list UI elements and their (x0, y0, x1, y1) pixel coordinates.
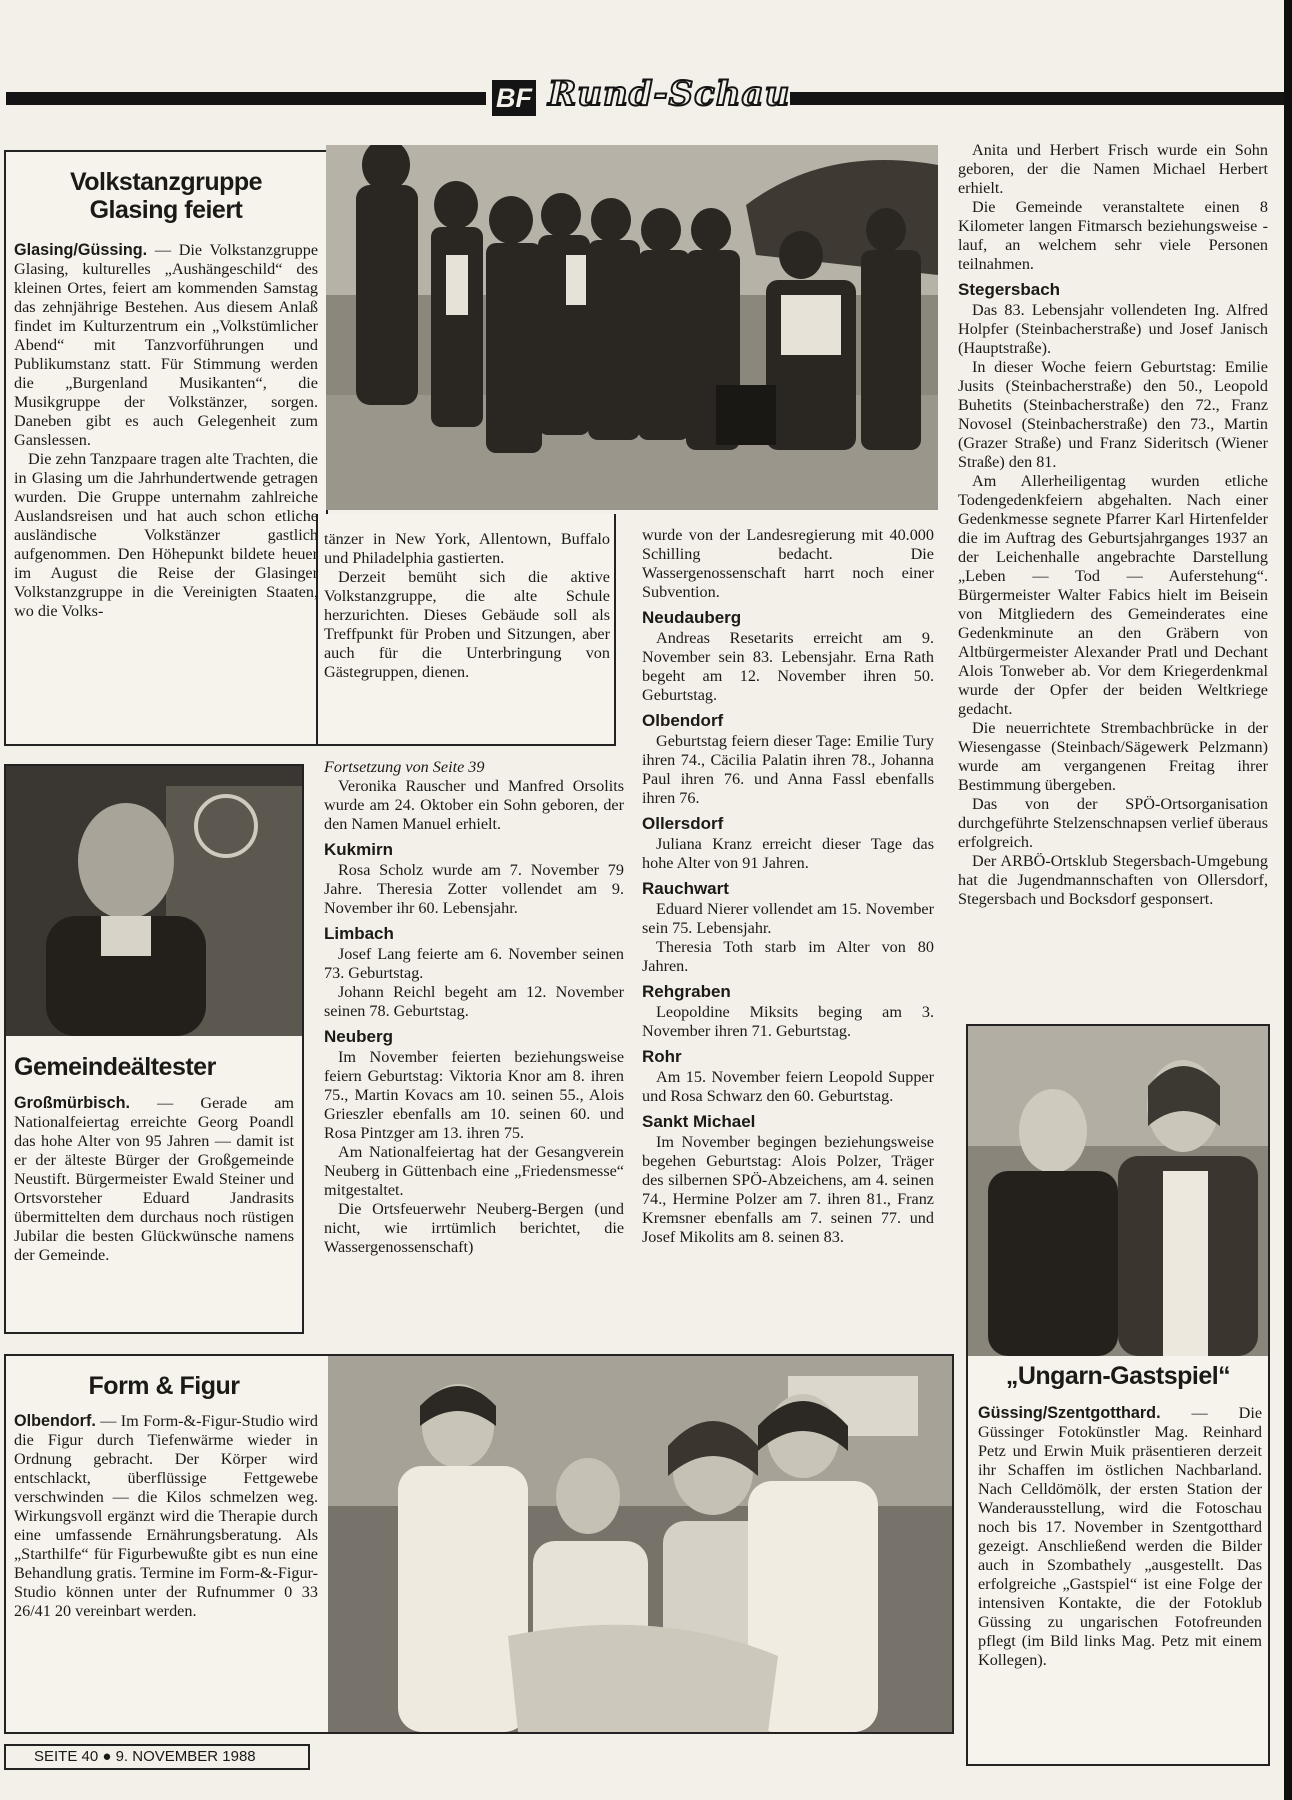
page-footer: SEITE 40 ● 9. NOVEMBER 1988 (4, 1744, 310, 1770)
section-heading: Sankt Michael (642, 1112, 756, 1131)
masthead-title: Rund-Schau (548, 74, 791, 114)
dateline: Großmürbisch. (14, 1094, 131, 1112)
paragraph: Die Gemeinde veranstaltete einen 8 Kilometer langen Fitmarsch beziehungsweise -lauf, an welchem sehr viele Personen teilnahmen. (958, 198, 1268, 273)
section-heading: Limbach (324, 924, 394, 943)
paragraph: Leopoldine Miksits beging am 3. November ihren 71. Geburtstag. (642, 1003, 934, 1040)
paragraph: Eduard Nierer vollendet am 15. November sein 75. Lebensjahr. (642, 900, 934, 937)
paragraph: Die zehn Tanzpaare tragen alte Trachten, die in Glasing um die Jahrhundertwende getragen wurden. Die Gruppe unternahm zahlreiche Auslandsreisen und hat auch schon etliche ausländische Volkstänzer gastlich aufgenommen. Den Höhepunkt bildete heuer im August die Reise der Glasinger Volkstanzgruppe in die Vereinigten Staaten, wo die Volks- (14, 450, 318, 620)
column-2 (324, 758, 624, 1257)
paragraph: — Die Volkstanzgruppe Glasing, kulturelles „Aushängeschild“ des kleinen Ortes, feiert am kommenden Samstag das zehnjährige Bestehen. Aus diesem Anlaß findet im Kulturzentrum ein „Volkstümlicher Abend“ mit Tanzvorführungen und Publikumstanz statt. Für Stimmung werden die „Burgenland Musikanten“, die Musikgruppe der Volkstänzer, sorgen. Daneben gibt es auch Gelegenheit zum Ganslessen. (14, 241, 318, 449)
section-heading: Stegersbach (958, 280, 1061, 299)
page-edge (1284, 0, 1292, 1800)
paragraph: Der ARBÖ-Ortsklub Stegersbach-Umgebung hat die Jugendmannschaften von Ollersdorf, Stegersbach und Bocksdorf gesponsert. (958, 852, 1268, 908)
section-heading: Olbendorf (642, 711, 724, 730)
headline-ungarn-gastspiel: „Ungarn-Gastspiel“ (1005, 1362, 1231, 1390)
paragraph: Geburtstag feiern dieser Tage: Emilie Tury ihren 74., Cäcilia Palatin ihren 78., Johanna Paul ihren 76. und Anna Fassl ebenfalls ihren 76. (642, 732, 934, 807)
section-heading: Rohr (642, 1047, 682, 1066)
article-form-figur-body (14, 1412, 318, 1621)
dateline: Glasing/Güssing. (14, 241, 148, 259)
paragraph: In dieser Woche feiern Geburtstag: Emilie Jusits (Steinbacherstraße) den 50., Leopold Buhetits (Steinbacherstraße) den 72., Franz Novosel (Steinbacherstraße) den 73., Martin (Grazer Straße) und Franz Sideritsch (Wiener Straße) den 81. (958, 358, 1268, 471)
headline-gemeindealtester: Gemeindeältester (14, 1053, 216, 1081)
photo-volkstanzgruppe (326, 145, 938, 510)
section-heading: Neuberg (324, 1027, 393, 1046)
headline-line-1: Volkstanzgruppe (69, 168, 263, 196)
paragraph: Rosa Scholz wurde am 7. November 79 Jahre. Theresia Zotter vollendet am 9. November ihr 60. Lebensjahr. (324, 861, 624, 917)
paragraph: Am 15. November feiern Leopold Supper und Rosa Schwarz den 60. Geburtstag. (642, 1068, 934, 1105)
continued-from: Fortsetzung von Seite 39 (324, 758, 485, 776)
masthead-rule-right (790, 92, 1292, 105)
paragraph: tänzer in New York, Allentown, Buffalo und Philadelphia gastierten. (324, 530, 610, 567)
dateline: Olbendorf. (14, 1412, 96, 1430)
headline-line-2: Glasing feiert (89, 196, 243, 224)
section-heading: Rehgraben (642, 982, 731, 1001)
paragraph: Die neuerrichtete Strembachbrücke in der Wiesengasse (Steinbach/Sägewerk Pelzmann) wurde am vergangenen Freitag ihrer Bestimmung übergeben. (958, 719, 1268, 794)
paragraph: Johann Reichl begeht am 12. November seinen 78. Geburtstag. (324, 983, 624, 1020)
paragraph: Im November feierten beziehungsweise feiern Geburtstag: Viktoria Knor am 8. ihren 75., Martin Kovacs am 10. seinen 55., Alois Grieszler ebenfalls am 10. seinen 60. und Rosa Pintzger am 13. ihren 75. (324, 1048, 624, 1142)
column-3 (642, 526, 934, 1247)
photo-gemeindealtester (6, 766, 302, 1036)
paragraph: wurde von der Landesregierung mit 40.000 Schilling bedacht. Die Wassergenossenschaft harrt noch einer Subvention. (642, 526, 934, 601)
dateline: Güssing/Szentgotthard. (978, 1404, 1161, 1422)
paragraph: Josef Lang feierte am 6. November seinen 73. Geburtstag. (324, 945, 624, 982)
paragraph: Das 83. Lebensjahr vollendeten Ing. Alfred Holpfer (Steinbacherstraße) und Josef Janisch (Hauptstraße). (958, 301, 1268, 357)
paragraph: Veronika Rauscher und Manfred Orsolits wurde am 24. Oktober ein Sohn geboren, der den Namen Manuel erhielt. (324, 777, 624, 833)
article-gemeindealtester-body (14, 1094, 294, 1265)
paragraph: Derzeit bemüht sich die aktive Volkstanzgruppe, die alte Schule herzurichten. Dieses Gebäude soll als Treffpunkt für Proben und Sitzungen, aber auch für die Unterbringung von Gästegruppen, dienen. (324, 568, 610, 681)
photo-form-figur (328, 1356, 952, 1732)
article-volkstanzgruppe-body-2 (324, 530, 610, 682)
photo-ungarn-gastspiel (968, 1026, 1268, 1356)
paragraph: Andreas Resetarits erreicht am 9. November sein 83. Lebensjahr. Erna Rath begeht am 12. November ihren 50. Geburtstag. (642, 629, 934, 704)
paragraph: Theresia Toth starb im Alter von 80 Jahren. (642, 938, 934, 975)
section-heading: Ollersdorf (642, 814, 724, 833)
headline-form-figur: Form & Figur (88, 1372, 240, 1400)
column-4 (958, 141, 1268, 909)
paragraph: Im November begingen beziehungsweise begehen Geburtstag: Alois Polzer, Träger des silbernen SPÖ-Abzeichens, am 4. seinen 74., Hermine Polzer am 7. ihren 81., Franz Kremsner ebenfalls am 7. seinen 77. und Josef Mikolits am 8. seinen 83. (642, 1133, 934, 1246)
paragraph: Anita und Herbert Frisch wurde ein Sohn geboren, der die Namen Michael Herbert erhielt. (958, 141, 1268, 197)
paragraph: — Im Form-&-Figur-Studio wird die Figur durch Tiefenwärme wieder in Ordnung gebracht. Der Körper wird entschlackt, überflüssige Fettgewebe verschwinden — die Kilos schmelzen weg. Wirkungsvoll ergänzt wird die Therapie durch eine umfassende Ernährungsberatung. Als „Starthilfe“ für Figurbewußte gibt es nun eine Behandlung gratis. Termine im Form-&-Figur-Studio können unter der Rufnummer 0 33 26/41 20 vereinbart werden. (14, 1412, 318, 1620)
paragraph: Die Ortsfeuerwehr Neuberg-Bergen (und nicht, wie irrtümlich berichtet, die Wassergenossenschaft) (324, 1200, 624, 1256)
paragraph: Am Nationalfeiertag hat der Gesangverein Neuberg in Güttenbach eine „Friedensmesse“ mitgestaltet. (324, 1143, 624, 1199)
section-heading: Kukmirn (324, 840, 393, 859)
article-volkstanzgruppe-body (14, 241, 318, 621)
headline-volkstanzgruppe (14, 168, 318, 224)
masthead-logo: BF (492, 80, 536, 116)
paragraph: — Gerade am Nationalfeiertag erreichte Georg Poandl das hohe Alter von 95 Jahren — damit ist er der älteste Bürger der Großgemeinde Neustift. Bürgermeister Ewald Steiner und Ortsvorsteher Eduard Jandrasits übermittelten dem durchaus noch rüstigen Jubilar die besten Glückwünsche namens der Gemeinde. (14, 1094, 294, 1264)
masthead-rule-left (6, 92, 486, 105)
article-ungarn-gastspiel-body (978, 1404, 1262, 1670)
paragraph: — Die Güssinger Fotokünstler Mag. Reinhard Petz und Erwin Muik präsentieren derzeit ihr Schaffen im östlichen Nachbarland. Nach Celldömölk, der ersten Station der Wanderausstellung, wird die Fotoschau noch bis 17. November in Szentgotthard gezeigt. Anschließend werden die Bilder auch in Szombathely „ausgestellt. Das erfolgreiche „Gastspiel“ ist eine Folge der intensiven Kontakte, die der Fotoklub Güssing zu ungarischen Fotofreunden pflegt (im Bild links Mag. Petz mit einem Kollegen). (978, 1404, 1262, 1669)
paragraph: Am Allerheiligentag wurden etliche Todengedenkfeiern abgehalten. Nach einer Gedenkmesse segnete Pfarrer Karl Hirtenfelder die im Auftrag des Geburtsjahrganges 1937 an der Leichenhalle angebrachte Darstellung „Leben — Tod — Auferstehung“. Bürgermeister Walter Fabics hielt im Beisein von Mitgliedern des Gemeinderates eine Gedenkminute an den Gräbern von Altbürgermeister Alexander Pratl und Dechant Alois Tonweber ab. Vor dem Kriegerdenkmal wurde der Opfer der beiden Weltkriege gedacht. (958, 472, 1268, 718)
section-heading: Rauchwart (642, 879, 729, 898)
section-heading: Neudauberg (642, 608, 742, 627)
paragraph: Juliana Kranz erreicht dieser Tage das hohe Alter von 91 Jahren. (642, 835, 934, 872)
paragraph: Das von der SPÖ-Ortsorganisation durchgeführte Stelzenschnapsen verlief überaus erfolgreich. (958, 795, 1268, 851)
